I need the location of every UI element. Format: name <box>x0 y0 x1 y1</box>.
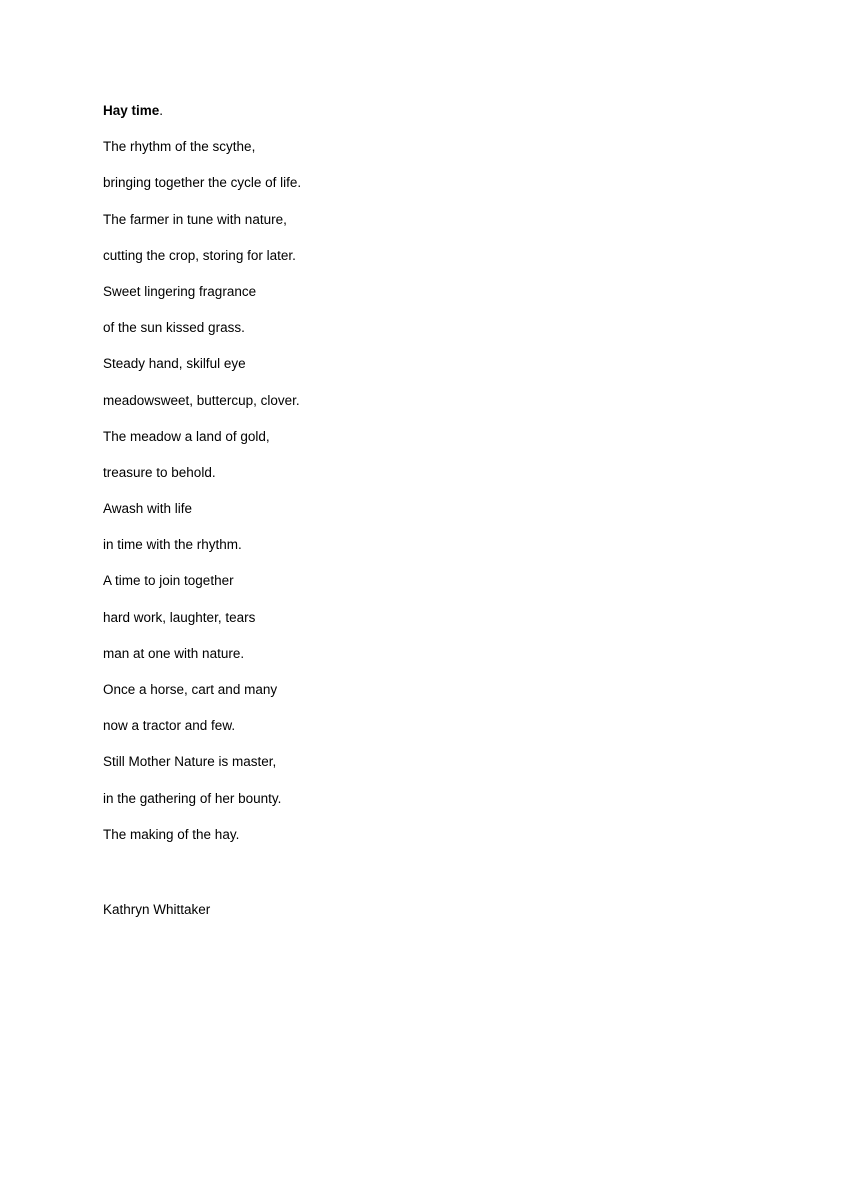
poem-title <box>103 103 301 119</box>
poem-line: hard work, laughter, tears <box>103 609 256 625</box>
poem-line: meadowsweet, buttercup, clover. <box>103 392 300 408</box>
poem-title-text: Hay time <box>103 103 160 118</box>
poem-line: Still Mother Nature is master, <box>103 754 277 770</box>
poem-line: The farmer in tune with nature, <box>103 211 287 227</box>
poem-line: The meadow a land of gold, <box>103 428 270 444</box>
poem-line: Awash with life <box>103 501 193 517</box>
poem-title-period: . <box>159 103 164 118</box>
poem-line: treasure to behold. <box>103 464 216 480</box>
poem-line: A time to join together <box>103 573 234 589</box>
poem-line: bringing together the cycle of life. <box>103 175 302 191</box>
poem-line: in the gathering of her bounty. <box>103 790 282 806</box>
poem-line: The making of the hay. <box>103 826 240 842</box>
poem-line: Sweet lingering fragrance <box>103 283 257 299</box>
poem-line: in time with the rhythm. <box>103 537 242 553</box>
poem-line: of the sun kissed grass. <box>103 320 245 336</box>
poem-line: Once a horse, cart and many <box>103 682 278 697</box>
poem-line: man at one with nature. <box>103 645 245 661</box>
poem-body <box>103 103 301 863</box>
poem-author: Kathryn Whittaker <box>103 902 211 917</box>
poem-line: Steady hand, skilful eye <box>103 356 246 372</box>
poem-line: now a tractor and few. <box>103 718 236 734</box>
poem-line: cutting the crop, storing for later. <box>103 247 296 263</box>
poem-line: The rhythm of the scythe, <box>103 139 256 155</box>
